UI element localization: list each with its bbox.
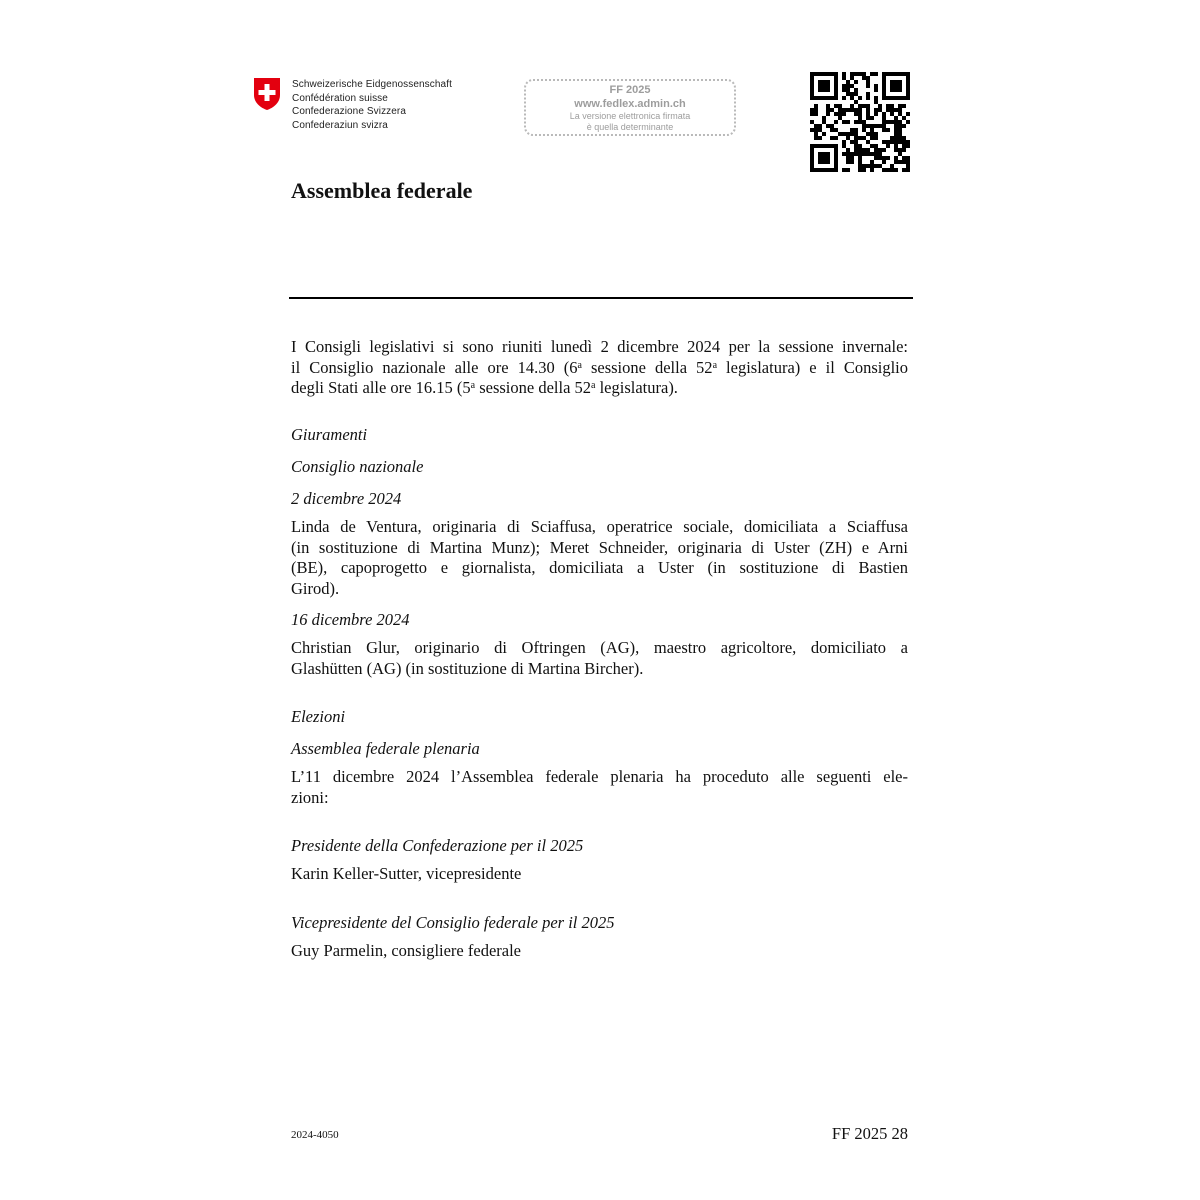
stamp-note-line2: è quella determinante — [586, 122, 674, 132]
oath-date-1: 2 dicembre 2024 — [291, 489, 402, 508]
page-reference: FF 2025 28 — [831, 1124, 908, 1143]
section-heading-elezioni: Elezioni — [291, 707, 346, 726]
intro-line-2: il Consiglio nazionale alle ore 14.30 (6$^a$ sessione della 52$^a$ legislatura) e il Consiglio — [291, 357, 909, 377]
vicepresident-name: Guy Parmelin, consigliere federale — [291, 941, 521, 960]
confederation-name-rm: Confederaziun svizra — [292, 119, 388, 131]
council-heading: Consiglio nazionale — [291, 457, 424, 476]
president-heading: Presidente della Confederazione per il 2025 — [291, 836, 584, 855]
swiss-coat-of-arms-icon — [253, 77, 281, 111]
title-divider — [289, 297, 913, 299]
intro-line-1: I Consigli legislativi si sono riuniti lunedì 2 dicembre 2024 per la sessione invernale: — [291, 337, 908, 356]
elections-intro-line: L’11 dicembre 2024 l’Assemblea federale plenaria ha proceduto alle seguenti ele- — [291, 767, 908, 786]
elections-intro — [291, 767, 908, 808]
vicepresident-heading: Vicepresidente del Consiglio federale per il 2025 — [291, 913, 615, 932]
stamp-edition: FF 2025 — [609, 84, 651, 96]
oath-entry-1-line: Girod). — [291, 579, 340, 599]
qr-code-icon — [810, 72, 910, 172]
elections-intro-line: zioni: — [291, 787, 329, 807]
electronic-version-stamp — [524, 79, 736, 136]
intro-paragraph — [291, 337, 908, 399]
section-heading-giuramenti: Giuramenti — [291, 425, 368, 444]
plenary-heading: Assemblea federale plenaria — [291, 739, 480, 758]
oath-entry-1-line: Linda de Ventura, originaria di Sciaffusa, operatrice sociale, domiciliata a Sciaffusa — [291, 517, 908, 536]
stamp-website: www.fedlex.admin.ch — [574, 98, 686, 110]
stamp-note-line1: La versione elettronica firmata — [569, 111, 691, 121]
intro-line-3: degli Stati alle ore 16.15 (5$^a$ sessione della 52$^a$ legislatura). — [291, 378, 678, 398]
oath-entry-2-line: Christian Glur, originario di Oftringen (AG), maestro agricoltore, domiciliato a — [291, 638, 908, 657]
page-title: Assemblea federale — [291, 178, 473, 203]
confederation-names — [292, 78, 452, 132]
oath-entry-1-line: (in sostituzione di Martina Munz); Meret Schneider, originaria di Uster (ZH) e Arni — [291, 537, 908, 557]
oath-entry-2-line: Glashütten (AG) (in sostituzione di Martina Bircher). — [291, 658, 644, 678]
confederation-name-it: Confederazione Svizzera — [292, 106, 407, 117]
oath-entry-1-line: (BE), capoprogetto e giornalista, domiciliata a Uster (in sostituzione di Bastien — [291, 558, 908, 578]
oath-entry-1 — [291, 517, 908, 600]
oath-date-2: 16 dicembre 2024 — [291, 610, 410, 629]
confederation-name-de: Schweizerische Eidgenossenschaft — [292, 79, 452, 90]
confederation-name-fr: Confédération suisse — [292, 92, 388, 104]
document-id: 2024-4050 — [291, 1129, 339, 1141]
president-name: Karin Keller-Sutter, vicepresidente — [291, 864, 522, 883]
oath-entry-2 — [291, 638, 908, 679]
